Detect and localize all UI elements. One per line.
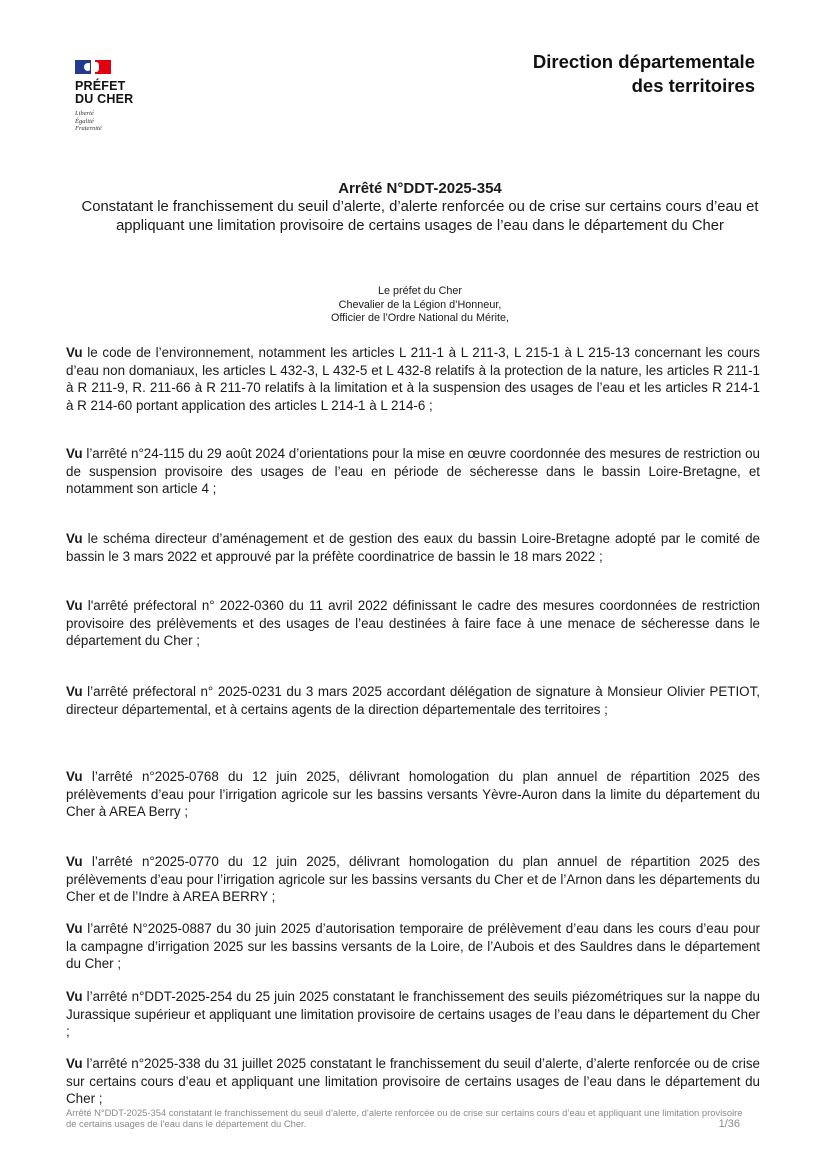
vu-label: Vu — [66, 345, 83, 360]
intro-line3: Officier de l’Ordre National du Mérite, — [330, 312, 510, 324]
logo-motto — [75, 110, 155, 133]
clause-text: l’arrêté n°2025-0768 du 12 juin 2025, délivrant homologation du plan annuel de répartition 2025 des prélèvements d’eau pour l’irrigation agricole sur les bassins versants Yèvre-Auron dans la limite du département du Cher à AREA Berry ; — [66, 769, 760, 820]
vu-clause — [66, 768, 760, 821]
arrete-number: Arrêté N°DDT-2025-354 — [338, 180, 502, 197]
motto-liberte: Liberté — [75, 110, 94, 117]
clause-text: l’arrêté n°2025-0770 du 12 juin 2025, délivrant homologation du plan annuel de répartition 2025 des prélèvements d’eau pour l’irrigation agricole sur les bassins versants du Cher et de l’Arnon dans les départements du Cher et de l’Indre à AREA BERRY ; — [66, 854, 760, 905]
marianne-flag-icon — [75, 60, 111, 74]
vu-label: Vu — [66, 446, 83, 461]
arrete-subject: Constatant le franchissement du seuil d’alerte, d’alerte renforcée ou de crise sur certains cours d’eau et appliquant une limitation provisoire de certains usages de l’eau dans le département du Cher — [81, 199, 759, 234]
motto-fraternite: Fraternité — [75, 125, 102, 132]
prefect-intro — [280, 285, 560, 326]
clause-text: le code de l’environnement, notamment les articles L 211-1 à L 211-3, L 215-1 à L 215-13 concernant les cours d’eau non domaniaux, les articles L 432-3, L 432-5 et L 432-8 relatifs à la protection de la nature, les articles R 211-1 à R 211-9, R. 211-66 à R 211-70 relatifs à la limitation et à la suspension des usages de l’eau et les articles R 214-1 à R 214-60 portant application des articles L 214-1 à L 214-6 ; — [66, 345, 760, 413]
vu-label: Vu — [66, 989, 83, 1004]
vu-clause — [66, 683, 760, 718]
vu-label: Vu — [66, 769, 83, 784]
vu-clause — [66, 597, 760, 650]
clause-text: l’arrêté N°2025-0887 du 30 juin 2025 d’autorisation temporaire de prélèvement d’eau dans les cours d’eau pour la campagne d’irrigation 2025 sur les bassins versants de la Loire, de l’Aubois et des Sauldres dans le département du Cher ; — [66, 921, 760, 972]
logo-name-line1: PRÉFET — [75, 79, 126, 93]
prefet-logo — [75, 60, 155, 133]
vu-label: Vu — [66, 1056, 83, 1071]
vu-label: Vu — [66, 854, 83, 869]
page-footer: Arrêté N°DDT-2025-354 constatant le franchissement du seuil d’alerte, d’alerte renforcée ou de crise sur certains cours d’eau et appliquant une limitation provisoire de certains usages de l’eau dans le département du Cher. — [66, 1107, 743, 1129]
department-line1: Direction départementale — [532, 51, 755, 72]
department-line2: des territoires — [631, 75, 755, 96]
vu-label: Vu — [66, 531, 83, 546]
department-heading — [533, 50, 755, 98]
motto-egalite: Égalité — [75, 117, 94, 125]
vu-clause — [66, 344, 760, 414]
vu-clause — [66, 445, 760, 498]
vu-clause — [66, 920, 760, 973]
vu-label: Vu — [66, 921, 83, 936]
vu-label: Vu — [66, 684, 83, 699]
logo-name — [75, 80, 155, 106]
clause-text: l’arrêté préfectoral n° 2025-0231 du 3 mars 2025 accordant délégation de signature à Monsieur Olivier PETIOT, directeur départemental, et à certains agents de la direction départementale des territoires ; — [66, 684, 760, 717]
clause-text: le schéma directeur d’aménagement et de gestion des eaux du bassin Loire-Bretagne adopté par le comité de bassin le 3 mars 2022 et approuvé par la préfète coordinatrice de bassin le 18 mars 2022 ; — [66, 531, 760, 564]
intro-line1: Le préfet du Cher — [377, 285, 463, 297]
intro-line2: Chevalier de la Légion d’Honneur, — [338, 298, 502, 311]
vu-clause — [66, 1055, 760, 1108]
clause-text: l'arrêté préfectoral n° 2022-0360 du 11 avril 2022 définissant le cadre des mesures coordonnées de restriction provisoire des prélèvements et des usages de l’eau destinées à faire face à une menace de sécheresse dans le département du Cher ; — [66, 598, 760, 649]
vu-clause — [66, 853, 760, 906]
clause-text: l’arrêté n°DDT-2025-254 du 25 juin 2025 constatant le franchissement des seuils piézométriques sur la nappe du Jurassique supérieur et appliquant une limitation provisoire de certains usages de l’eau dans le département du Cher ; — [66, 989, 760, 1040]
vu-clause — [66, 530, 760, 565]
clause-text: l’arrêté n°24-115 du 29 août 2024 d’orientations pour la mise en œuvre coordonnée des mesures de restriction ou de suspension provisoire des usages de l’eau en période de sécheresse dans le bassin Loire-Bretagne, et notamment son article 4 ; — [66, 446, 760, 497]
vu-label: Vu — [66, 598, 83, 613]
clause-text: l’arrêté n°2025-338 du 31 juillet 2025 constatant le franchissement du seuil d’alerte, d’alerte renforcée ou de crise sur certains cours d’eau et appliquant une limitation provisoire de certains usages de l’eau dans le département du Cher ; — [66, 1056, 760, 1107]
logo-name-line2: DU CHER — [75, 92, 134, 106]
page-number: 1/36 — [718, 1118, 740, 1130]
vu-clause — [66, 988, 760, 1041]
arrete-title-block — [70, 179, 770, 236]
